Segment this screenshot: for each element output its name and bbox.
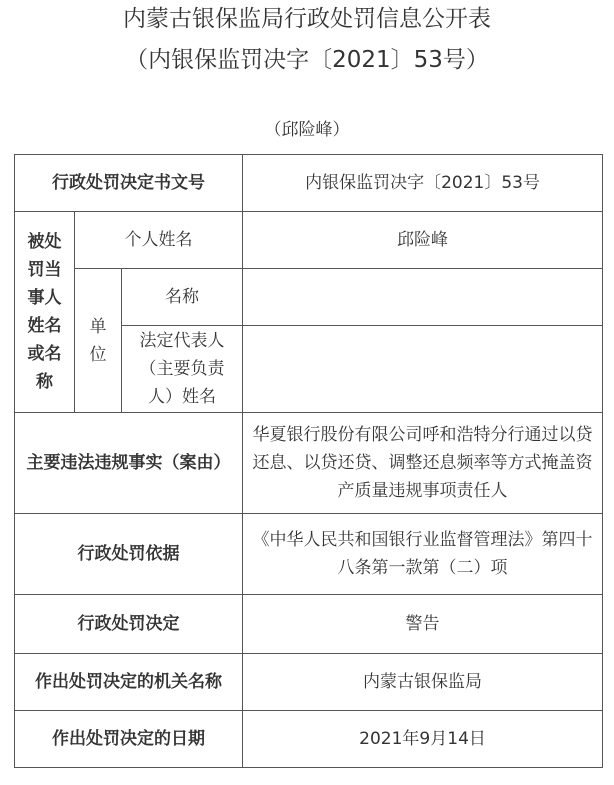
- row-penalty-decision: [15, 595, 603, 654]
- date-value: 2021年9月14日: [243, 711, 603, 768]
- unit-name-value: [243, 269, 603, 326]
- party-label: 被处罚当事人姓名或名称: [15, 212, 75, 413]
- date-label: 作出处罚决定的日期: [15, 711, 243, 768]
- row-authority: [15, 654, 603, 711]
- penalty-info-table: [14, 154, 603, 768]
- decision-value: 警告: [243, 595, 603, 654]
- authority-value: 内蒙古银保监局: [243, 654, 603, 711]
- legal-rep-value: [243, 326, 603, 413]
- unit-name-label: 名称: [122, 269, 243, 326]
- individual-name-label: 个人姓名: [75, 212, 243, 269]
- decision-label: 行政处罚决定: [15, 595, 243, 654]
- row-unit-name: [15, 269, 603, 326]
- basis-value: 《中华人民共和国银行业监督管理法》第四十八条第一款第（二）项: [243, 514, 603, 595]
- page-title-line2: （内银保监罚决字〔2021〕53号）: [125, 47, 489, 73]
- basis-label: 行政处罚依据: [15, 514, 243, 595]
- row-violation-facts: [15, 413, 603, 514]
- doc-number-label: 行政处罚决定书文号: [15, 155, 243, 212]
- row-individual-name: [15, 212, 603, 269]
- facts-label: 主要违法违规事实（案由）: [15, 413, 243, 514]
- row-penalty-basis: [15, 514, 603, 595]
- doc-number-value: 内银保监罚决字〔2021〕53号: [243, 155, 603, 212]
- row-doc-number: [15, 155, 603, 212]
- facts-value: 华夏银行股份有限公司呼和浩特分行通过以贷还息、以贷还贷、调整还息频率等方式掩盖资产质量违规事项责任人: [243, 413, 603, 514]
- individual-name-value: 邱险峰: [243, 212, 603, 269]
- page-title-line1: 内蒙古银保监局行政处罚信息公开表: [123, 6, 491, 32]
- legal-rep-label: 法定代表人（主要负责人）姓名: [122, 326, 243, 413]
- row-decision-date: [15, 711, 603, 768]
- authority-label: 作出处罚决定的机关名称: [15, 654, 243, 711]
- page-subtitle: （邱险峰）: [264, 120, 350, 140]
- unit-label: 单位: [75, 269, 122, 413]
